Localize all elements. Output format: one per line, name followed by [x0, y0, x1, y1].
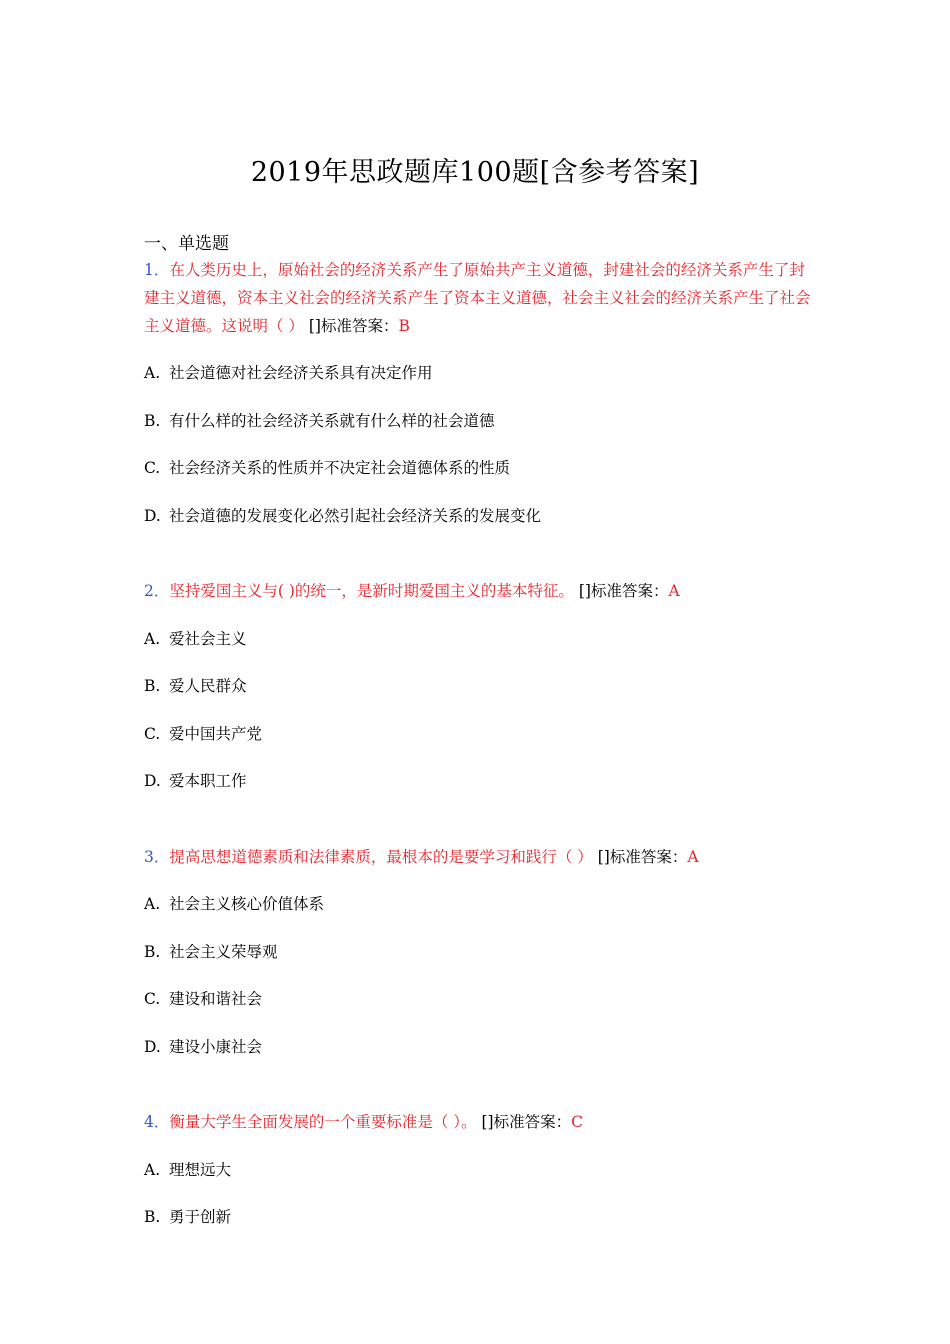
option-letter: A. [144, 1161, 161, 1179]
question-text: 坚持爱国主义与( )的统一，是新时期爱国主义的基本特征。 [169, 582, 574, 600]
option-2d [144, 770, 247, 792]
option-text: 社会道德对社会经济关系具有决定作用 [169, 364, 433, 382]
answer-value: C [571, 1113, 583, 1131]
option-letter: A. [144, 895, 161, 913]
section-heading: 一、单选题 [144, 234, 229, 254]
option-2a [144, 628, 247, 650]
answer-value: B [398, 317, 410, 335]
question-2 [144, 577, 814, 605]
option-text: 爱中国共产党 [169, 725, 263, 743]
answer-value: A [687, 848, 699, 866]
option-text: 勇于创新 [169, 1208, 232, 1226]
question-number: 1． [144, 261, 170, 279]
option-text: 社会主义荣辱观 [169, 943, 278, 961]
option-text: 有什么样的社会经济关系就有什么样的社会道德 [169, 412, 495, 430]
option-3a [144, 893, 324, 915]
option-letter: A. [144, 630, 161, 648]
option-4a [144, 1159, 231, 1181]
option-1c [144, 457, 510, 479]
question-4 [144, 1108, 814, 1136]
answer-tag: []标准答案： [481, 1113, 572, 1131]
option-letter: D. [144, 1038, 161, 1056]
option-2c [144, 723, 262, 745]
question-number: 4． [144, 1113, 170, 1131]
option-text: 建设小康社会 [169, 1038, 263, 1056]
option-3d [144, 1036, 262, 1058]
option-text: 建设和谐社会 [169, 990, 263, 1008]
option-1b [144, 410, 495, 432]
option-text: 社会主义核心价值体系 [169, 895, 325, 913]
option-letter: B. [144, 1208, 161, 1226]
question-text: 衡量大学生全面发展的一个重要标准是（ ）。 [169, 1113, 477, 1131]
option-letter: C. [144, 990, 161, 1008]
option-letter: C. [144, 725, 161, 743]
option-letter: B. [144, 943, 161, 961]
option-4b [144, 1206, 231, 1228]
question-text: 在人类历史上，原始社会的经济关系产生了原始共产主义道德，封建社会的经济关系产生了封建主义道德，资本主义社会的经济关系产生了资本主义道德，社会主义社会的经济关系产生了社会主义道德。这说明（ ） [144, 261, 811, 335]
option-3b [144, 941, 278, 963]
question-1 [144, 256, 814, 340]
option-text: 社会经济关系的性质并不决定社会道德体系的性质 [169, 459, 511, 477]
option-letter: D. [144, 507, 161, 525]
option-text: 社会道德的发展变化必然引起社会经济关系的发展变化 [169, 507, 542, 525]
answer-tag: []标准答案： [597, 848, 688, 866]
option-letter: C. [144, 459, 161, 477]
answer-tag: []标准答案： [578, 582, 669, 600]
option-text: 爱社会主义 [169, 630, 247, 648]
option-1a [144, 362, 433, 384]
question-3 [144, 843, 814, 871]
document-title: 2019年思政题库100题[含参考答案] [250, 157, 700, 188]
option-text: 爱人民群众 [169, 677, 247, 695]
question-text: 提高思想道德素质和法律素质，最根本的是要学习和践行（ ） [169, 848, 593, 866]
question-number: 2． [144, 582, 170, 600]
option-letter: B. [144, 677, 161, 695]
option-text: 理想远大 [169, 1161, 232, 1179]
option-letter: A. [144, 364, 161, 382]
option-2b [144, 675, 247, 697]
question-number: 3． [144, 848, 170, 866]
option-letter: D. [144, 772, 161, 790]
answer-tag: []标准答案： [308, 317, 399, 335]
option-3c [144, 988, 262, 1010]
option-text: 爱本职工作 [169, 772, 247, 790]
answer-value: A [668, 582, 680, 600]
option-letter: B. [144, 412, 161, 430]
option-1d [144, 505, 541, 527]
